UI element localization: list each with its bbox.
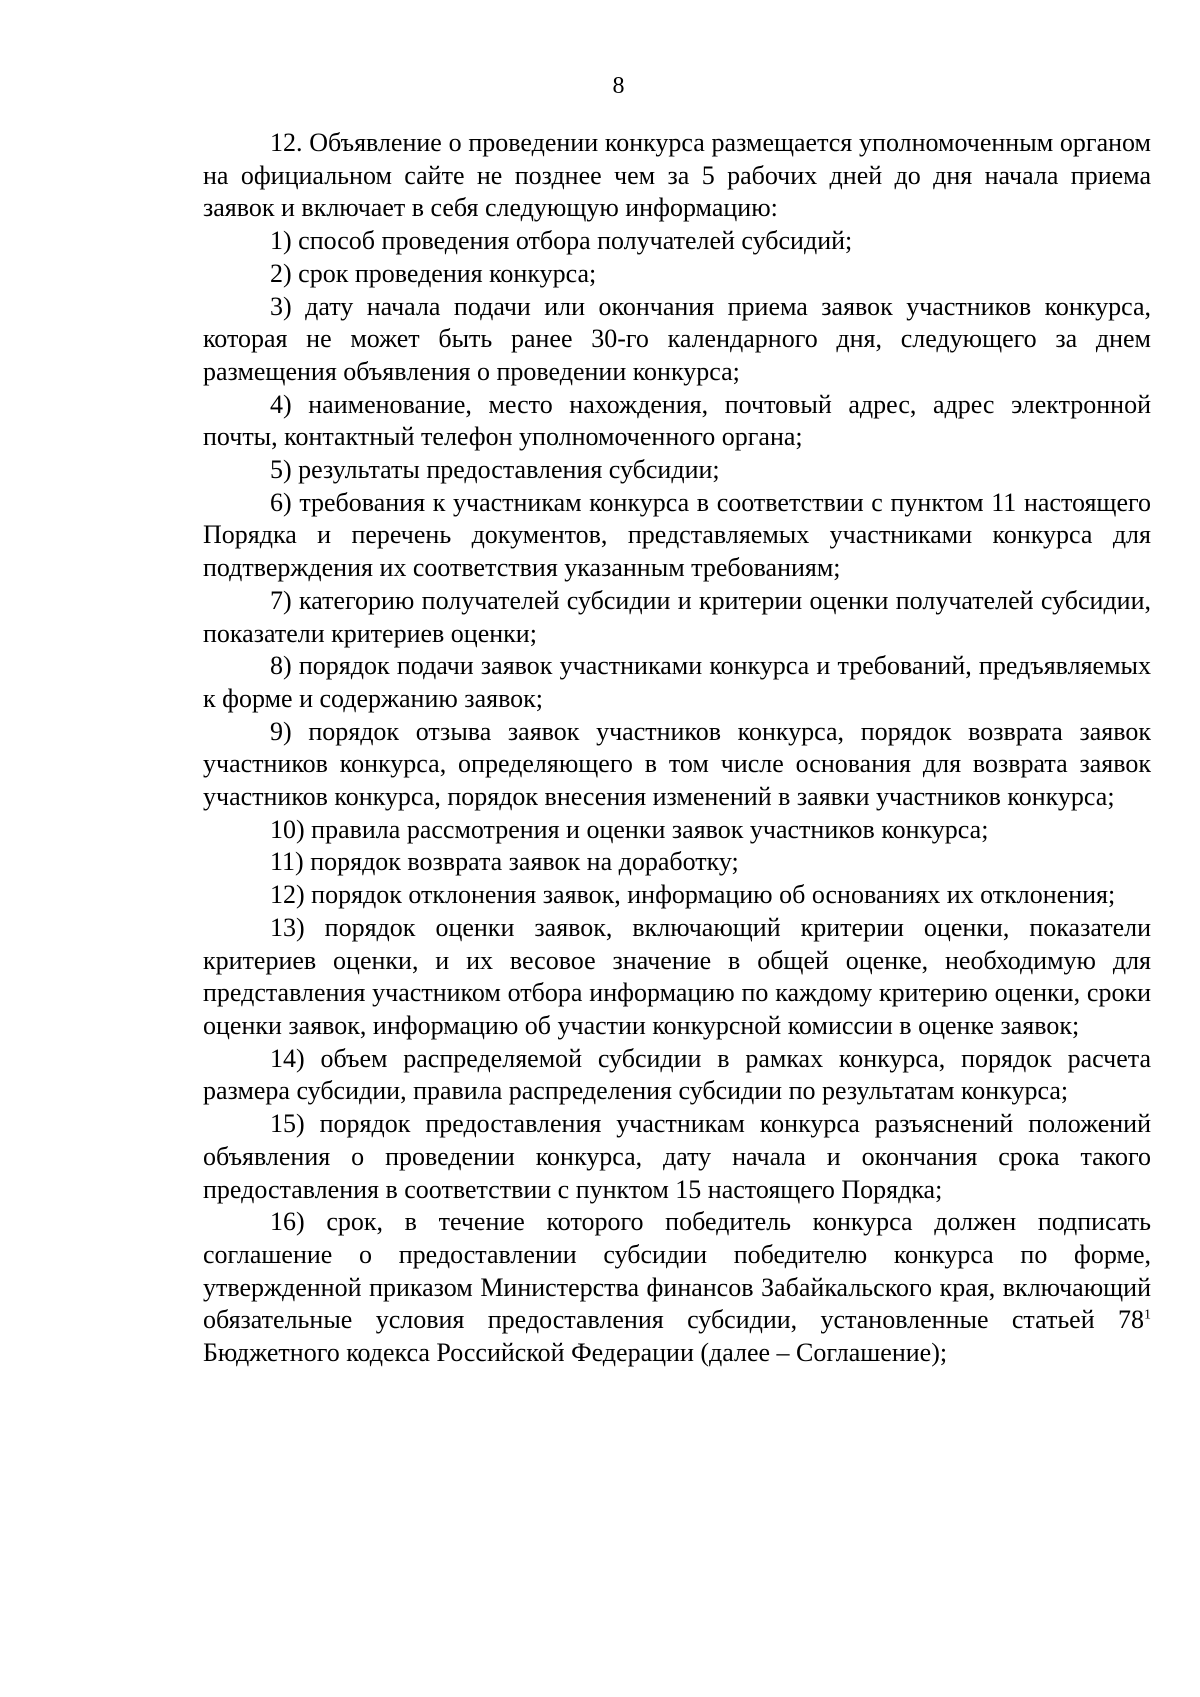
- list-item-16: [203, 1206, 1151, 1370]
- document-body: [203, 127, 1151, 1370]
- list-item-15: 15) порядок предоставления участникам конкурса разъяснений положений объявления о проведении конкурса, дату начала и окончания срока такого предоставления в соответствии с пунктом 15 настоящего Порядка;: [203, 1109, 1151, 1204]
- list-item-6: 6) требования к участникам конкурса в соответствии с пунктом 11 настоящего Порядка и перечень документов, представляемых участниками конкурса для подтверждения их соответствия указанным требованиям;: [203, 487, 1151, 583]
- list-item-16-text-end: Бюджетного кодекса Российской Федерации (далее – Соглашение);: [203, 1338, 948, 1368]
- list-item-16-text-start: 16) срок, в течение которого победитель конкурса должен подписать соглашение о предоставлении субсидии победителю конкурса по форме, утвержденной приказом Министерства финансов Забайкальского края, включающий обязательные условия предоставления субсидии, установленные статьей 78: [203, 1207, 1151, 1335]
- list-item-12: 12) порядок отклонения заявок, информацию об основаниях их отклонения;: [270, 880, 1116, 910]
- list-item-10: 10) правила рассмотрения и оценки заявок участников конкурса;: [270, 814, 989, 844]
- list-item-8: 8) порядок подачи заявок участниками конкурса и требований, предъявляемых к форме и содержанию заявок;: [203, 651, 1151, 713]
- article-superscript: 1: [1144, 1307, 1151, 1323]
- list-item-14: 14) объем распределяемой субсидии в рамках конкурса, порядок расчета размера субсидии, правила распределения субсидии по результатам конкурса;: [203, 1043, 1151, 1106]
- paragraph-12: 12. Объявление о проведении конкурса размещается уполномоченным органом на официальном сайте не позднее чем за 5 рабочих дней до дня начала приема заявок и включает в себя следующую информацию:: [203, 128, 1151, 223]
- page-number: 8: [612, 73, 625, 99]
- list-item-13: 13) порядок оценки заявок, включающий критерии оценки, показатели критериев оценки, и их весовое значение в общей оценке, необходимую для представления участником отбора информацию по каждому критерию оценки, сроки оценки заявок, информацию об участии конкурсной комиссии в оценке заявок;: [203, 912, 1151, 1040]
- list-item-9: 9) порядок отзыва заявок участников конкурса, порядок возврата заявок участников конкурса, определяющего в том числе основания для возврата заявок участников конкурса, порядок внесения изменений в заявки участников конкурса;: [203, 716, 1151, 812]
- list-item-4: 4) наименование, место нахождения, почтовый адрес, адрес электронной почты, контактный телефон уполномоченного органа;: [203, 389, 1151, 452]
- list-item-11: 11) порядок возврата заявок на доработку;: [270, 847, 739, 877]
- list-item-7: 7) категорию получателей субсидии и критерии оценки получателей субсидии, показатели критериев оценки;: [203, 585, 1151, 648]
- list-item-2: 2) срок проведения конкурса;: [270, 258, 597, 288]
- list-item-3: 3) дату начала подачи или окончания приема заявок участников конкурса, которая не может быть ранее 30-го календарного дня, следующего за днем размещения объявления о проведении конкурса;: [203, 291, 1151, 386]
- list-item-1: 1) способ проведения отбора получателей субсидий;: [270, 226, 853, 256]
- list-item-5: 5) результаты предоставления субсидии;: [270, 455, 720, 485]
